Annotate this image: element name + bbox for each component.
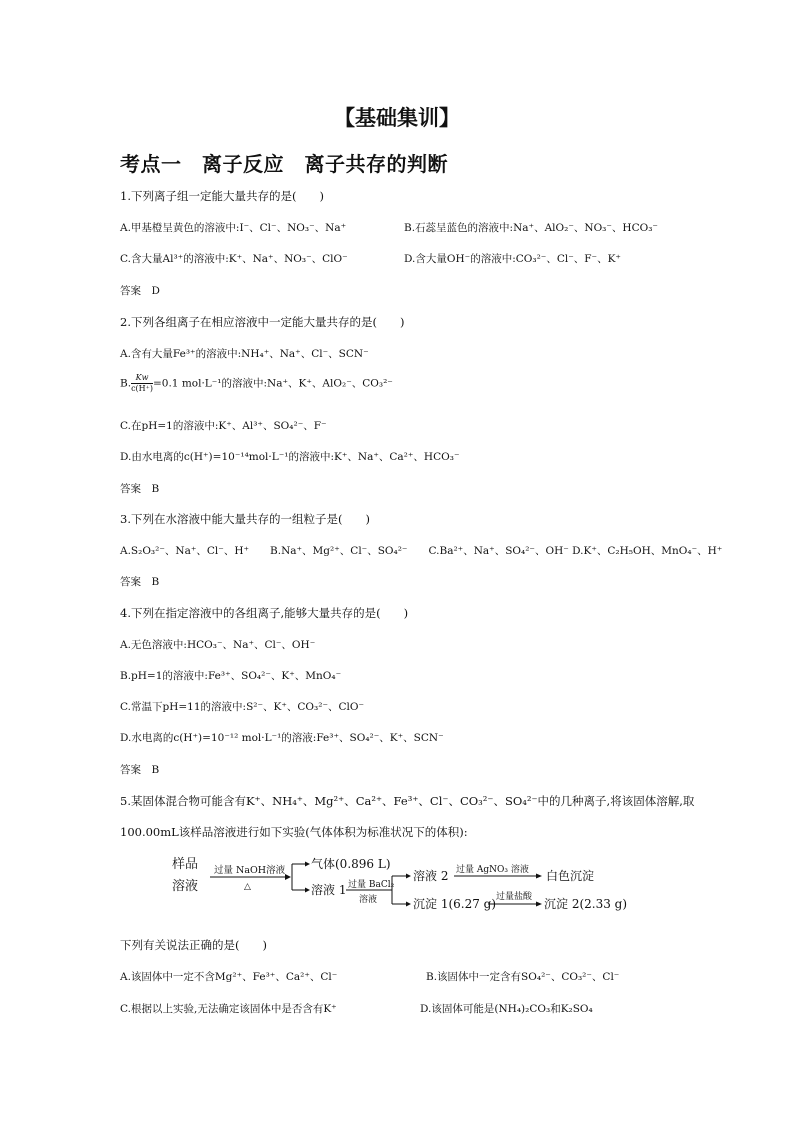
flow-sample-label-2: 溶液 [172,879,199,894]
q2-option-b [120,373,393,394]
flow-reagent-agno3: 过量 AgNO₃ 溶液 [456,865,529,875]
flow-arrowhead-1 [285,874,291,880]
kw-denominator: c(H⁺) [131,384,153,393]
q1-stem: 1.下列离子组一定能大量共存的是( ) [120,189,324,203]
flow-solution-2: 溶液 2 [413,869,449,883]
kw-fraction [131,373,153,394]
q2-option-c: C.在pH=1的溶液中:K⁺、Al³⁺、SO₄²⁻、F⁻ [120,420,327,432]
q4-option-a: A.无色溶液中:HCO₃⁻、Na⁺、Cl⁻、OH⁻ [120,639,316,651]
flow-reagent-hcl: 过量盐酸 [496,892,533,902]
q1-option-c: C.含大量Al³⁺的溶液中:K⁺、Na⁺、NO₃⁻、ClO⁻ [120,253,348,265]
q3-answer: 答案 B [120,576,160,588]
q4-option-d: D.水电离的c(H⁺)=10⁻¹² mol·L⁻¹的溶液:Fe³⁺、SO₄²⁻、K⁺、SCN⁻ [120,732,444,744]
q5-stem-line2: 100.00mL该样品溶液进行如下实验(气体体积为标准状况下的体积): [120,825,468,839]
flow-precipitate-2: 沉淀 2(2.33 g) [544,897,628,911]
q4-answer: 答案 B [120,764,160,776]
flow-reagent-naoh: 过量 NaOH溶液 [214,865,286,876]
q2-stem: 2.下列各组离子在相应溶液中一定能大量共存的是( ) [120,315,405,329]
q1-option-d: D.含大量OH⁻的溶液中:CO₃²⁻、Cl⁻、F⁻、K⁺ [404,253,621,265]
experiment-flowchart [170,852,630,922]
q4-stem: 4.下列在指定溶液中的各组离子,能够大量共存的是( ) [120,606,409,620]
q5-stem-line1: 5.某固体混合物可能含有K⁺、NH₄⁺、Mg²⁺、Ca²⁺、Fe³⁺、Cl⁻、CO₃²⁻、SO₄²⁻中的几种离子,将该固体溶解,取 [120,794,695,808]
flow-reagent-bacl2: 过量 BaCl₂ [348,880,395,890]
flow-reagent-bacl2-solution: 溶液 [359,895,378,905]
flow-heat-symbol: △ [244,882,251,892]
q5-option-c: C.根据以上实验,无法确定该固体中是否含有K⁺ [120,1003,337,1015]
flow-sample-label-1: 样品 [172,857,199,872]
page-title: 【基础集训】 [334,105,460,130]
q2-option-b-rest: =0.1 mol·L⁻¹的溶液中:Na⁺、K⁺、AlO₂⁻、CO₃²⁻ [152,377,393,390]
flow-gas: 气体(0.896 L) [311,857,391,871]
q2-option-b-prefix: B. [120,377,132,390]
q1-option-b: B.石蕊呈蓝色的溶液中:Na⁺、AlO₂⁻、NO₃⁻、HCO₃⁻ [404,222,658,234]
flow-white-precipitate: 白色沉淀 [546,869,595,883]
q5-option-a: A.该固体中一定不含Mg²⁺、Fe³⁺、Ca²⁺、Cl⁻ [120,971,338,983]
q2-answer: 答案 B [120,483,160,495]
q5-option-d: D.该固体可能是(NH₄)₂CO₃和K₂SO₄ [420,1003,593,1015]
q1-answer: 答案 D [120,285,160,297]
q5-question: 下列有关说法正确的是( ) [120,938,267,952]
flow-solution-1: 溶液 1 [311,883,347,897]
q3-options: A.S₂O₃²⁻、Na⁺、Cl⁻、H⁺ B.Na⁺、Mg²⁺、Cl⁻、SO₄²⁻ C.Ba²⁺、Na⁺、SO₄²⁻、OH⁻ D.K⁺、C₂H₅OH、MnO₄⁻、H⁺ [120,545,723,557]
kw-numerator: Kw [131,373,153,384]
q2-option-a: A.含有大量Fe³⁺的溶液中:NH₄⁺、Na⁺、Cl⁻、SCN⁻ [120,348,369,360]
q1-option-a: A.甲基橙呈黄色的溶液中:I⁻、Cl⁻、NO₃⁻、Na⁺ [120,222,347,234]
q3-stem: 3.下列在水溶液中能大量共存的一组粒子是( ) [120,512,370,526]
flow-precipitate-1: 沉淀 1(6.27 g) [413,897,497,911]
section-heading: 考点一 离子反应 离子共存的判断 [120,152,448,176]
q4-option-b: B.pH=1的溶液中:Fe³⁺、SO₄²⁻、K⁺、MnO₄⁻ [120,670,342,682]
q4-option-c: C.常温下pH=11的溶液中:S²⁻、K⁺、CO₃²⁻、ClO⁻ [120,701,365,713]
q2-option-d: D.由水电离的c(H⁺)=10⁻¹⁴mol·L⁻¹的溶液中:K⁺、Na⁺、Ca²⁺、HCO₃⁻ [120,451,460,463]
q5-option-b: B.该固体中一定含有SO₄²⁻、CO₃²⁻、Cl⁻ [426,971,620,983]
